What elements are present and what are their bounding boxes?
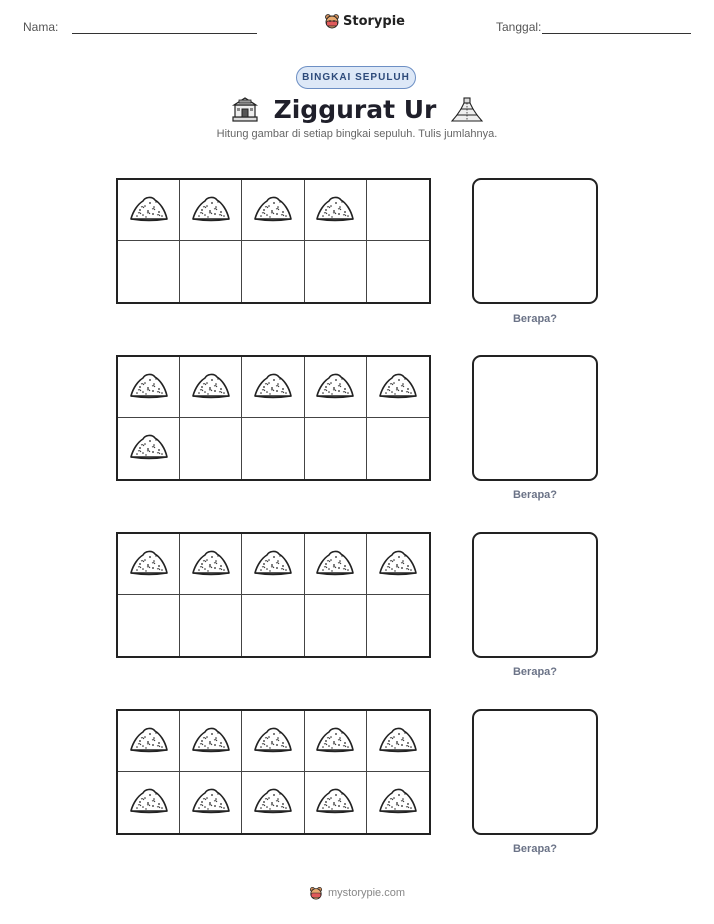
dirt-pile-icon [252,723,294,760]
frame-cell [118,241,180,302]
brand-name: Storypie [343,13,405,29]
frame-cell [180,357,242,418]
frame-cell [118,772,180,833]
answer-label-4: Berapa? [512,843,558,855]
answer-label-2: Berapa? [512,489,558,501]
dirt-pile-icon [314,192,356,229]
frame-cell [118,357,180,418]
answer-label-3: Berapa? [512,666,558,678]
name-field[interactable] [72,33,257,34]
dirt-pile-icon [377,546,419,583]
ten-frame-4 [116,709,431,835]
dirt-pile-icon [252,369,294,406]
answer-label-1: Berapa? [512,313,558,325]
dirt-pile-icon [314,784,356,821]
frame-cell [180,711,242,772]
date-label: Tanggal: [496,20,542,34]
frame-cell [367,180,429,241]
dirt-pile-icon [252,192,294,229]
dirt-pile-icon [252,784,294,821]
dirt-pile-icon [314,546,356,583]
frame-cell [367,772,429,833]
answer-box-1[interactable] [472,178,598,304]
frame-cell [305,711,367,772]
frame-cell [118,534,180,595]
frame-cell [305,418,367,479]
dirt-pile-icon [128,430,170,467]
frame-cell [118,711,180,772]
frame-cell [242,241,304,302]
frame-cell [180,595,242,656]
footer-url: mystorypie.com [327,887,406,899]
frame-cell [242,418,304,479]
frame-cell [367,418,429,479]
frame-cell [367,595,429,656]
frame-cell [180,418,242,479]
bear-mascot-icon [309,886,323,900]
frame-cell [242,534,304,595]
pyramid-icon [450,95,484,123]
frame-cell [180,534,242,595]
frame-cell [305,534,367,595]
dirt-pile-icon [128,546,170,583]
frame-cell [118,595,180,656]
answer-box-2[interactable] [472,355,598,481]
frame-cell [367,241,429,302]
frame-cell [242,180,304,241]
answer-box-4[interactable] [472,709,598,835]
dirt-pile-icon [377,723,419,760]
ten-frame-1 [116,178,431,304]
frame-cell [305,357,367,418]
page-title: Ziggurat Ur [273,94,437,124]
frame-cell [305,180,367,241]
dirt-pile-icon [314,369,356,406]
dirt-pile-icon [314,723,356,760]
frame-cell [305,772,367,833]
frame-cell [118,180,180,241]
bear-mascot-icon [324,13,340,29]
dirt-pile-icon [128,192,170,229]
dirt-pile-icon [377,784,419,821]
frame-cell [305,595,367,656]
worksheet-type-badge: BINGKAI SEPULUH [296,66,416,89]
dirt-pile-icon [190,784,232,821]
dirt-pile-icon [190,546,232,583]
date-field[interactable] [542,33,691,34]
dirt-pile-icon [128,723,170,760]
ten-frame-3 [116,532,431,658]
frame-cell [180,241,242,302]
frame-cell [242,595,304,656]
ten-frame-2 [116,355,431,481]
frame-cell [367,534,429,595]
frame-cell [242,772,304,833]
frame-cell [305,241,367,302]
frame-cell [180,772,242,833]
dirt-pile-icon [252,546,294,583]
dirt-pile-icon [128,369,170,406]
frame-cell [367,357,429,418]
frame-cell [242,711,304,772]
brand-logo [324,13,405,29]
frame-cell [367,711,429,772]
dirt-pile-icon [377,369,419,406]
dirt-pile-icon [128,784,170,821]
temple-icon [230,95,260,123]
dirt-pile-icon [190,723,232,760]
frame-cell [180,180,242,241]
name-label: Nama: [23,20,59,34]
frame-cell [242,357,304,418]
title-row [0,92,714,126]
instructions: Hitung gambar di setiap bingkai sepuluh. Tulis jumlahnya. [216,128,498,140]
frame-cell [118,418,180,479]
footer [0,886,714,900]
dirt-pile-icon [190,192,232,229]
dirt-pile-icon [190,369,232,406]
answer-box-3[interactable] [472,532,598,658]
